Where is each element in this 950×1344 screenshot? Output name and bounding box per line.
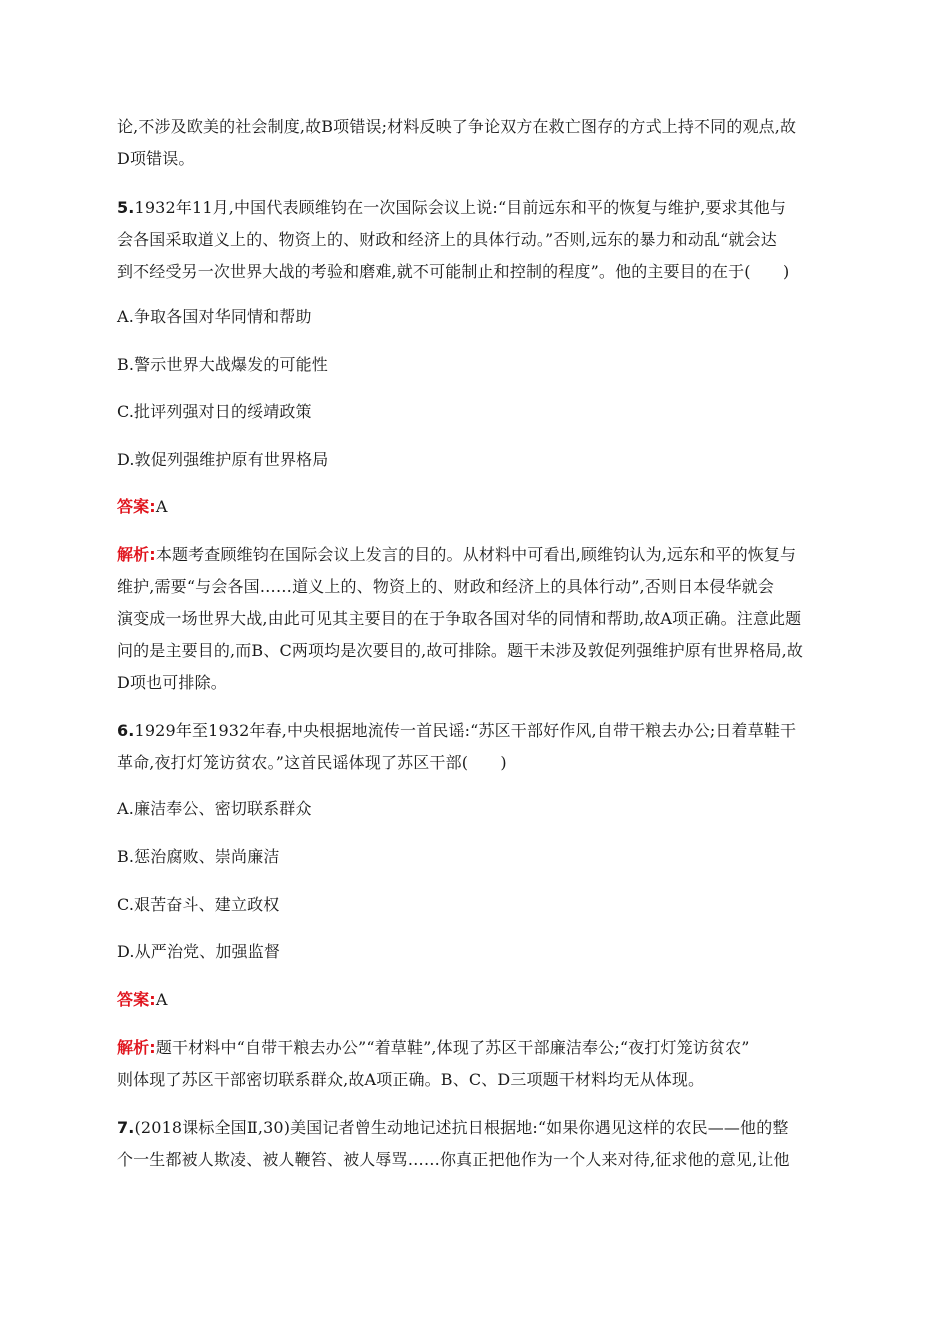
text-line: D项也可排除。 (117, 673, 227, 692)
question-5-option-d: D.敦促列强维护原有世界格局 (117, 450, 329, 469)
text-line: 则体现了苏区干部密切联系群众,故A项正确。B、C、D三项题干材料均无从体现。 (117, 1070, 705, 1089)
question-5-option-a: A.争取各国对华同情和帮助 (117, 307, 312, 326)
analysis-label: 解析: (117, 1038, 156, 1057)
question-5-answer (117, 491, 839, 523)
question-6-option-c: C.艰苦奋斗、建立政权 (117, 895, 280, 914)
question-number: 7. (117, 1118, 135, 1137)
text-line: D项错误。 (117, 149, 195, 168)
text-line: 1929年至1932年春,中央根据地流传一首民谣:“苏区干部好作风,自带干粮去办公;日着草鞋干 (134, 721, 797, 740)
question-6-option-d: D.从严治党、加强监督 (117, 942, 280, 961)
text-line: 问的是主要目的,而B、C两项均是次要目的,故可排除。题干未涉及敦促列强维护原有世界格局,故 (117, 641, 804, 660)
text-line: 会各国采取道义上的、物资上的、财政和经济上的具体行动。”否则,远东的暴力和动乱“就会达 (117, 230, 777, 249)
answer-value: A (155, 990, 168, 1009)
text-line: 演变成一场世界大战,由此可见其主要目的在于争取各国对华的同情和帮助,故A项正确。注意此题 (117, 609, 802, 628)
question-6-option-b: B.惩治腐败、崇尚廉洁 (117, 847, 280, 866)
question-6-analysis (117, 1032, 839, 1096)
text-line: 1932年11月,中国代表顾维钧在一次国际会议上说:“目前远东和平的恢复与维护,要求其他与 (134, 198, 787, 217)
question-5-stem (117, 192, 839, 288)
answer-value: A (155, 497, 168, 516)
previous-analysis-continuation (117, 111, 839, 175)
question-number: 6. (117, 721, 135, 740)
question-5-analysis (117, 539, 839, 699)
answer-label: 答案: (117, 990, 156, 1009)
question-5-option-c: C.批评列强对日的绥靖政策 (117, 402, 312, 421)
question-6-answer (117, 984, 839, 1016)
question-7-stem (117, 1112, 839, 1176)
text-line: 论,不涉及欧美的社会制度,故B项错误;材料反映了争论双方在救亡图存的方式上持不同的观点,故 (117, 117, 797, 136)
text-line: 个一生都被人欺凌、被人鞭笞、被人辱骂……你真正把他作为一个人来对待,征求他的意见,让他 (117, 1150, 790, 1169)
question-number: 5. (117, 198, 135, 217)
text-line: 维护,需要“与会各国……道义上的、物资上的、财政和经济上的具体行动”,否则日本侵华就会 (117, 577, 774, 596)
answer-label: 答案: (117, 497, 156, 516)
text-line: 题干材料中“自带干粮去办公”“着草鞋”,体现了苏区干部廉洁奉公;“夜打灯笼访贫农” (155, 1038, 750, 1057)
text-line: 革命,夜打灯笼访贫农。”这首民谣体现了苏区干部( ) (117, 753, 507, 772)
question-6-option-a: A.廉洁奉公、密切联系群众 (117, 799, 312, 818)
question-5-option-b: B.警示世界大战爆发的可能性 (117, 355, 328, 374)
text-line: 到不经受另一次世界大战的考验和磨难,就不可能制止和控制的程度”。他的主要目的在于( ) (117, 262, 790, 281)
analysis-label: 解析: (117, 545, 156, 564)
question-6-stem (117, 715, 839, 779)
text-line: (2018课标全国Ⅱ,30)美国记者曾生动地记述抗日根据地:“如果你遇见这样的农民——他的整 (134, 1118, 789, 1137)
text-line: 本题考查顾维钧在国际会议上发言的目的。从材料中可看出,顾维钧认为,远东和平的恢复与 (155, 545, 797, 564)
